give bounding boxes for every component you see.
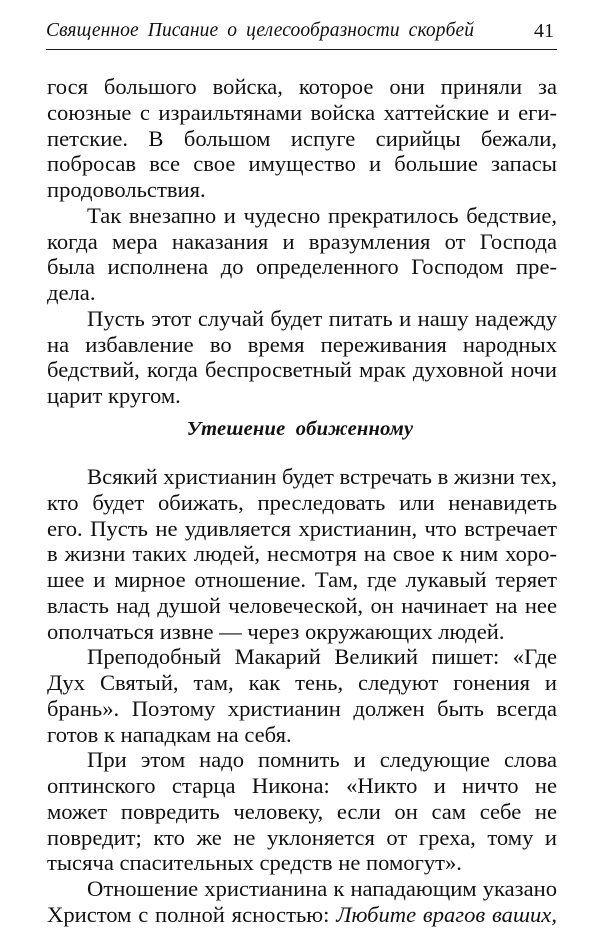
section-heading: Утешение обиженному	[186, 418, 414, 440]
text-line: Пусть этот случай будет питать и нашу надежду	[87, 305, 557, 331]
text-line: на избавление во время переживания народных	[47, 331, 557, 357]
text-line: Так внезапно и чудесно прекратилось бедствие,	[87, 202, 557, 228]
text-line: готов к нападкам на себя.	[47, 721, 292, 747]
text-block-2	[47, 464, 557, 928]
text-line: была исполнена до определенного Господом пре-	[47, 254, 557, 280]
text-block-1	[47, 74, 557, 409]
text-line: ополчаться извне — через окружающих людей.	[47, 618, 505, 644]
text-line: кто будет обижать, преследовать или ненавидеть	[47, 489, 557, 515]
text-line: побросав все свое имущество и большие запасы	[47, 151, 557, 177]
text-line: гося большого войска, которое они приняли за	[47, 74, 557, 99]
text-line: Всякий христианин будет встречать в жизни тех,	[87, 464, 557, 489]
text-line: Отношение христианина к нападающим указано	[87, 876, 557, 901]
text-line: власть над душой человеческой, он начинает на нее	[47, 592, 557, 618]
text-line: союзные с израильтянами войска хаттейские и еги-	[47, 99, 557, 125]
text-line: петские. В большом испуге сирийцы бежали,	[47, 125, 557, 151]
text-line: бедствий, когда беспросветный мрак духовной ночи	[47, 357, 557, 383]
text-line: его. Пусть не удивляется христианин, что встречает	[47, 515, 557, 541]
text-line: продовольствия.	[47, 177, 206, 202]
plain-text: Христом с полной ясностью:	[47, 901, 337, 927]
text-line: царит кругом.	[47, 383, 181, 408]
text-line: повредит; кто же не уклоняется от греха, тому и	[47, 824, 557, 850]
text-line: может повредить человеку, если он сам себе не	[47, 798, 557, 824]
text-line: дела.	[47, 280, 96, 305]
text-line: Дух Святый, там, как тень, следуют гонения и	[47, 670, 557, 695]
text-line: Преподобный Макарий Великий пишет: «Где	[87, 644, 557, 670]
text-line: брань». Поэтому христианин должен быть всегда	[47, 695, 557, 721]
text-line-mixed	[47, 902, 557, 928]
text-line: При этом надо помнить и следующие слова	[87, 747, 557, 773]
text-line: в жизни таких людей, несмотря на свое к ним хоро-	[47, 541, 557, 567]
text-line: шее и мирное отношение. Там, где лукавый теряет	[47, 567, 557, 592]
text-line: оптинского старца Никона: «Никто и ничто не	[47, 773, 557, 798]
running-header	[46, 19, 557, 50]
running-title: Священное Писание о целесообразности скорбей	[46, 20, 475, 41]
page-number: 41	[534, 20, 554, 42]
text-line: тысяча спасительных средств не помогут».	[47, 850, 462, 876]
italic-quote: Любите врагов ваших,	[336, 901, 557, 927]
text-line: когда мера наказания и вразумления от Господа	[47, 228, 557, 254]
